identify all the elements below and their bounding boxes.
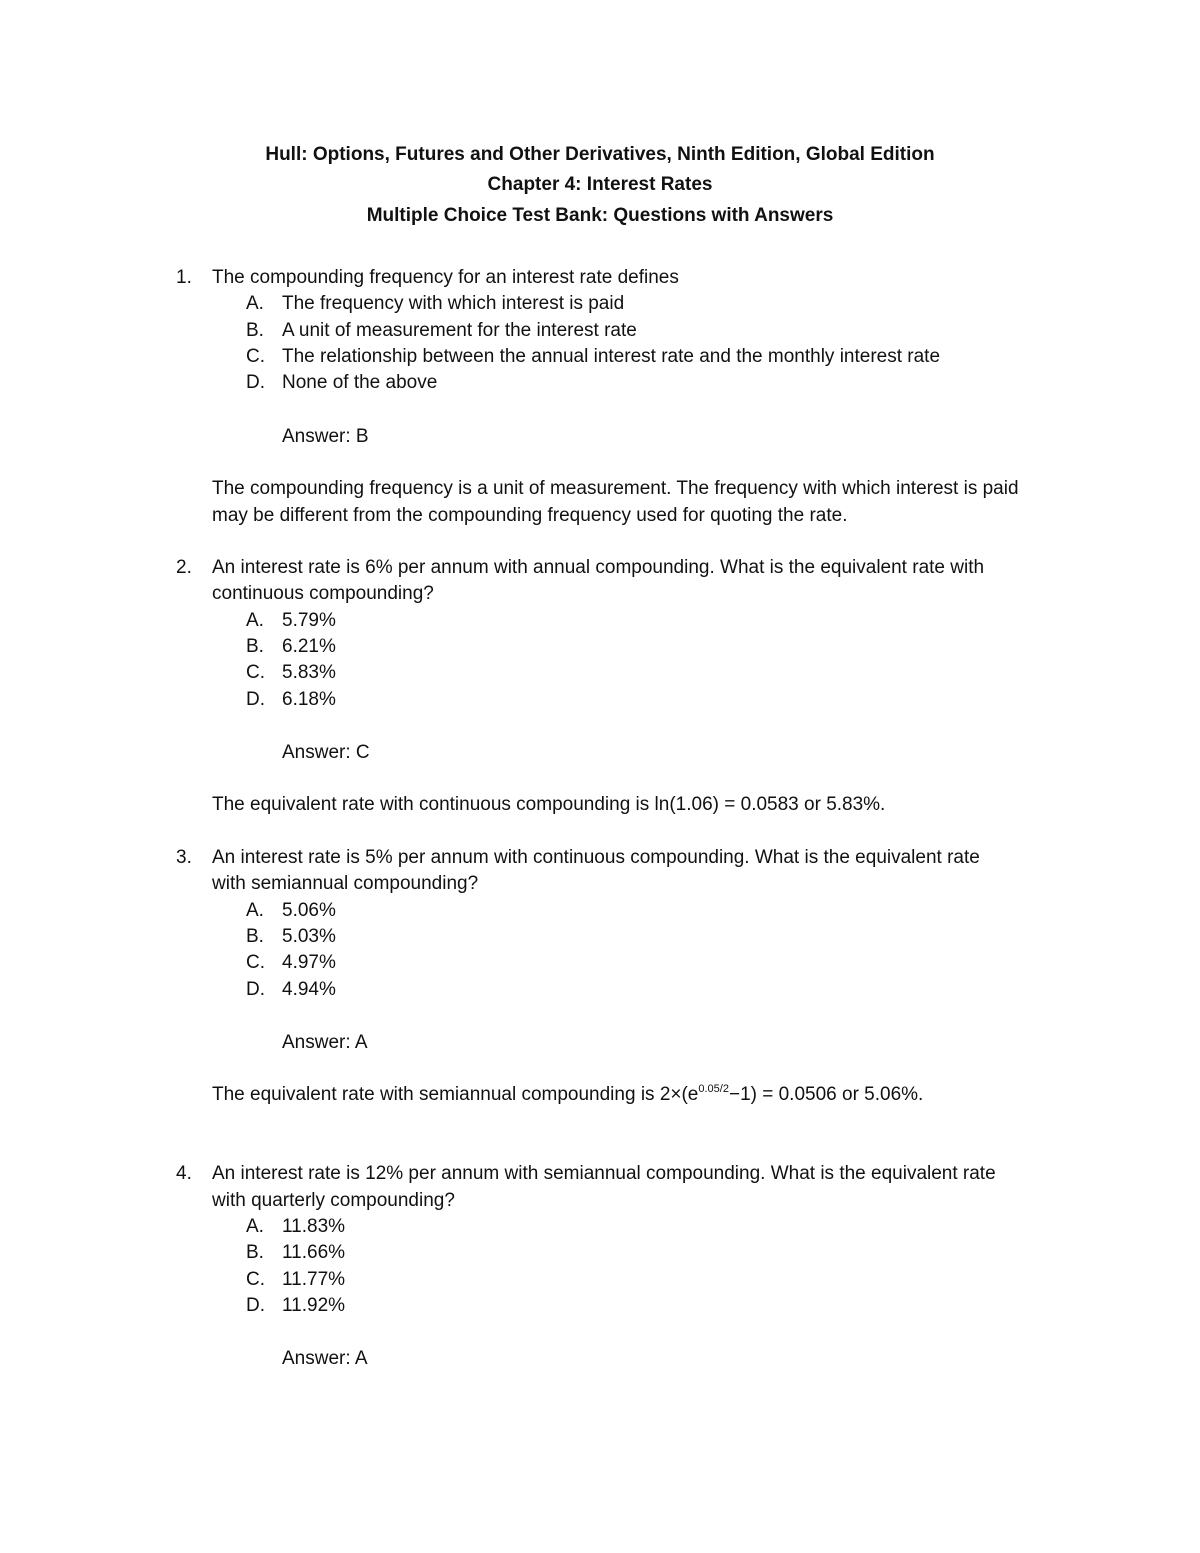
answer-label: Answer: B: [282, 426, 369, 447]
explanation-text: The equivalent rate with continuous compounding is ln(1.06) = 0.0583 or 5.83%.: [212, 794, 886, 815]
option-letter: C.: [246, 952, 265, 973]
option-letter: A.: [246, 900, 264, 921]
option-text: 5.06%: [282, 900, 336, 921]
option-text: The relationship between the annual interest rate and the monthly interest rate: [282, 346, 941, 367]
explanation-suffix: −1) = 0.0506 or 5.06%.: [728, 1084, 924, 1105]
question-text: with semiannual compounding?: [212, 873, 479, 894]
explanation-text: [212, 1082, 923, 1108]
exponent: 0.05/2: [698, 1083, 729, 1095]
option-text: 4.97%: [282, 952, 336, 973]
option-text: The frequency with which interest is paid: [282, 293, 625, 314]
option-letter: C.: [246, 1269, 265, 1290]
option-text: 5.03%: [282, 926, 336, 947]
option-letter: B.: [246, 320, 264, 341]
option-letter: C.: [246, 346, 265, 367]
question-text: An interest rate is 5% per annum with continuous compounding. What is the equivalent rate: [212, 847, 980, 868]
option-letter: B.: [246, 636, 264, 657]
option-letter: B.: [246, 1242, 264, 1263]
option-letter: A.: [246, 293, 264, 314]
option-letter: D.: [246, 689, 265, 710]
chapter-title: Chapter 4: Interest Rates: [487, 174, 713, 195]
option-text: None of the above: [282, 372, 438, 393]
option-letter: A.: [246, 610, 264, 631]
answer-label: Answer: A: [282, 1348, 368, 1369]
question-number: 1.: [176, 267, 192, 288]
option-letter: B.: [246, 926, 264, 947]
question-number: 4.: [176, 1163, 192, 1184]
explanation-text: may be different from the compounding frequency used for quoting the rate.: [212, 505, 848, 526]
question-text: An interest rate is 12% per annum with semiannual compounding. What is the equivalent rate: [212, 1163, 996, 1184]
explanation-prefix: The equivalent rate with semiannual compounding is 2×(e: [212, 1084, 699, 1105]
option-text: 5.79%: [282, 610, 336, 631]
document-title: Hull: Options, Futures and Other Derivatives, Ninth Edition, Global Edition: [265, 144, 935, 165]
option-text: 11.92%: [282, 1295, 346, 1316]
option-text: A unit of measurement for the interest rate: [282, 320, 637, 341]
question-text: The compounding frequency for an interest rate defines: [212, 267, 679, 288]
question-text: continuous compounding?: [212, 583, 434, 604]
option-text: 5.83%: [282, 662, 336, 683]
option-text: 6.21%: [282, 636, 336, 657]
option-text: 11.83%: [282, 1216, 346, 1237]
option-letter: D.: [246, 979, 265, 1000]
question-text: with quarterly compounding?: [212, 1190, 455, 1211]
option-letter: D.: [246, 1295, 265, 1316]
option-text: 4.94%: [282, 979, 336, 1000]
answer-label: Answer: A: [282, 1032, 368, 1053]
option-letter: C.: [246, 662, 265, 683]
option-letter: D.: [246, 372, 265, 393]
option-letter: A.: [246, 1216, 264, 1237]
answer-label: Answer: C: [282, 742, 370, 763]
explanation-text: The compounding frequency is a unit of measurement. The frequency with which interest is paid: [212, 478, 1019, 499]
question-number: 3.: [176, 847, 192, 868]
option-text: 11.77%: [282, 1269, 346, 1290]
question-text: An interest rate is 6% per annum with annual compounding. What is the equivalent rate with: [212, 557, 985, 578]
question-number: 2.: [176, 557, 192, 578]
option-text: 11.66%: [282, 1242, 346, 1263]
option-text: 6.18%: [282, 689, 336, 710]
document-subtitle: Multiple Choice Test Bank: Questions with Answers: [366, 205, 834, 226]
